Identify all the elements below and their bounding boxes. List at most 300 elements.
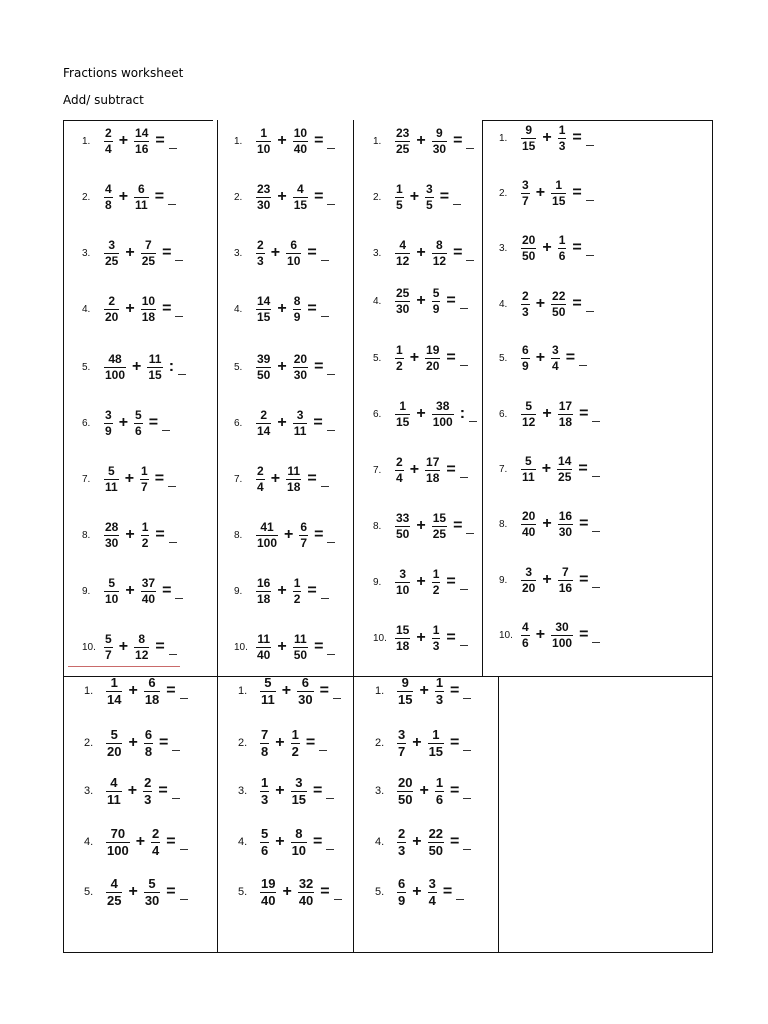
denominator: 12 xyxy=(135,647,149,662)
denominator: 40 xyxy=(298,892,314,908)
equals-sign: = xyxy=(154,188,165,205)
numerator: 9 xyxy=(525,122,533,137)
equals-sign: = xyxy=(442,883,453,900)
fraction-problem xyxy=(375,727,471,759)
answer-blank[interactable] xyxy=(162,430,170,431)
answer-blank[interactable] xyxy=(175,316,183,317)
answer-blank[interactable] xyxy=(460,477,468,478)
numerator: 8 xyxy=(293,293,301,308)
answer-blank[interactable] xyxy=(180,849,188,850)
numerator: 1 xyxy=(399,398,407,413)
answer-blank[interactable] xyxy=(180,698,188,699)
answer-blank[interactable] xyxy=(327,374,335,375)
problem-number: 8. xyxy=(373,520,382,532)
numerator: 2 xyxy=(144,774,152,790)
fraction xyxy=(141,295,156,324)
numerator: 11 xyxy=(287,463,301,478)
denominator: 18 xyxy=(558,414,573,429)
plus-sign: + xyxy=(412,833,422,850)
answer-blank[interactable] xyxy=(333,698,341,699)
answer-blank[interactable] xyxy=(469,421,477,422)
denominator: 6 xyxy=(135,423,142,438)
plus-sign: + xyxy=(124,470,135,487)
fraction xyxy=(551,621,573,650)
numerator: 1 xyxy=(141,519,149,534)
problem-number: 4. xyxy=(82,303,91,315)
denominator: 50 xyxy=(396,526,410,541)
numerator: 15 xyxy=(432,510,447,525)
fraction xyxy=(291,728,300,759)
numerator: 17 xyxy=(558,398,573,413)
plus-sign: + xyxy=(542,239,552,256)
fraction-problem xyxy=(82,125,177,157)
answer-blank[interactable] xyxy=(169,654,177,655)
denominator: 9 xyxy=(293,309,301,324)
numerator: 23 xyxy=(257,181,271,196)
numerator: 3 xyxy=(296,407,304,422)
answer-blank[interactable] xyxy=(463,698,471,699)
numerator: 20 xyxy=(293,351,308,366)
answer-blank[interactable] xyxy=(327,654,335,655)
denominator: 3 xyxy=(435,691,444,707)
answer-blank[interactable] xyxy=(453,204,461,205)
denominator: 40 xyxy=(141,591,156,606)
numerator: 8 xyxy=(436,237,443,252)
denominator: 9 xyxy=(398,892,406,908)
problem-number: 9. xyxy=(234,585,243,597)
fraction xyxy=(299,521,308,550)
numerator: 20 xyxy=(522,508,536,523)
fraction xyxy=(521,621,530,650)
fraction-problem xyxy=(84,876,188,908)
problem-number: 7. xyxy=(82,473,91,485)
answer-blank[interactable] xyxy=(586,255,594,256)
answer-blank[interactable] xyxy=(466,148,474,149)
plus-sign: + xyxy=(416,573,426,590)
fraction xyxy=(140,465,149,494)
fraction xyxy=(551,179,566,208)
fraction-problem xyxy=(234,407,335,439)
answer-blank[interactable] xyxy=(327,430,335,431)
denominator: 8 xyxy=(261,743,269,759)
fraction-problem xyxy=(499,508,600,540)
numerator: 37 xyxy=(141,575,156,590)
answer-blank[interactable] xyxy=(168,486,176,487)
fraction-problem xyxy=(82,351,186,383)
denominator: 15 xyxy=(148,367,162,382)
plus-sign: + xyxy=(416,244,426,261)
numerator: 9 xyxy=(436,125,443,140)
answer-blank[interactable] xyxy=(321,598,329,599)
answer-blank[interactable] xyxy=(592,587,600,588)
answer-blank[interactable] xyxy=(321,316,329,317)
fraction xyxy=(104,295,119,324)
equals-sign: = xyxy=(565,349,576,366)
equals-sign: = xyxy=(148,414,159,431)
fraction xyxy=(521,400,536,429)
denominator: 18 xyxy=(141,309,156,324)
fraction xyxy=(260,676,276,707)
plus-sign: + xyxy=(125,300,135,317)
answer-blank[interactable] xyxy=(326,798,334,799)
numerator: 1 xyxy=(435,774,444,790)
fraction xyxy=(432,400,454,429)
equals-sign: = xyxy=(313,414,323,431)
numerator: 5 xyxy=(432,285,440,300)
fraction-problem xyxy=(82,575,183,607)
fraction-problem xyxy=(238,876,342,908)
grid-col-divider-4 xyxy=(498,676,499,953)
numerator: 1 xyxy=(432,622,440,637)
numerator: 6 xyxy=(138,181,145,196)
fraction xyxy=(134,633,149,662)
denominator: 9 xyxy=(105,423,112,438)
fraction xyxy=(256,521,278,550)
denominator: 10 xyxy=(105,591,119,606)
numerator: 1 xyxy=(558,232,566,247)
fraction xyxy=(432,512,447,541)
denominator: 7 xyxy=(105,647,112,662)
problem-number: 1. xyxy=(234,135,243,147)
answer-blank[interactable] xyxy=(327,204,335,205)
grid-top-border-1 xyxy=(63,120,213,121)
numerator: 41 xyxy=(260,519,274,534)
equals-sign: = xyxy=(446,629,456,646)
equals-sign: = xyxy=(162,300,172,317)
fraction xyxy=(395,568,410,597)
fraction xyxy=(256,353,271,382)
answer-blank[interactable] xyxy=(463,798,471,799)
fraction xyxy=(144,728,153,759)
equals-sign: = xyxy=(307,470,317,487)
fraction xyxy=(557,455,572,484)
numerator: 1 xyxy=(396,181,403,196)
plus-sign: + xyxy=(275,734,285,751)
fraction-problem xyxy=(373,125,474,157)
equals-sign: : xyxy=(459,405,466,422)
fraction-problem xyxy=(82,519,177,551)
answer-blank[interactable] xyxy=(327,542,335,543)
denominator: 40 xyxy=(293,141,308,156)
answer-blank[interactable] xyxy=(592,642,600,643)
fraction xyxy=(106,676,122,707)
denominator: 25 xyxy=(105,253,119,268)
problem-number: 10. xyxy=(234,641,248,653)
plus-sign: + xyxy=(125,244,135,261)
plus-sign: + xyxy=(277,358,287,375)
numerator: 70 xyxy=(110,825,126,841)
problem-number: 10. xyxy=(82,641,96,653)
plus-sign: + xyxy=(118,638,129,655)
denominator: 6 xyxy=(558,248,566,263)
fraction-problem xyxy=(238,826,334,858)
answer-blank[interactable] xyxy=(175,598,183,599)
answer-blank[interactable] xyxy=(592,421,600,422)
fraction xyxy=(293,353,308,382)
fraction xyxy=(147,353,162,382)
fraction xyxy=(291,776,307,807)
fraction-problem xyxy=(375,675,471,707)
problem-number: 5. xyxy=(84,886,94,898)
fraction xyxy=(144,676,160,707)
fraction xyxy=(144,877,160,908)
problem-number: 5. xyxy=(234,361,243,373)
fraction-problem xyxy=(234,237,329,269)
plus-sign: + xyxy=(419,782,429,799)
fraction-problem xyxy=(234,293,329,325)
fraction-problem xyxy=(238,775,334,807)
fraction-problem xyxy=(82,181,176,213)
fraction xyxy=(395,183,404,212)
denominator: 100 xyxy=(432,414,453,429)
numerator: 1 xyxy=(396,342,403,357)
plus-sign: + xyxy=(277,300,287,317)
numerator: 38 xyxy=(436,398,450,413)
fraction-problem xyxy=(84,775,180,807)
equals-sign: = xyxy=(313,782,323,799)
fraction xyxy=(134,183,149,212)
answer-blank[interactable] xyxy=(460,308,468,309)
equals-sign: = xyxy=(572,129,582,146)
answer-blank[interactable] xyxy=(586,145,594,146)
problem-number: 4. xyxy=(375,836,385,848)
equals-sign: = xyxy=(166,883,176,900)
equals-sign: = xyxy=(320,883,330,900)
denominator: 40 xyxy=(261,892,276,908)
denominator: 18 xyxy=(426,470,440,485)
denominator: 50 xyxy=(293,647,308,662)
denominator: 2 xyxy=(432,582,440,597)
answer-blank[interactable] xyxy=(586,311,594,312)
equals-sign: = xyxy=(450,734,460,751)
fraction xyxy=(558,124,567,153)
denominator: 3 xyxy=(432,638,440,653)
equals-sign: = xyxy=(314,132,324,149)
numerator: 4 xyxy=(399,237,407,252)
numerator: 4 xyxy=(522,619,529,634)
denominator: 6 xyxy=(435,791,444,807)
denominator: 8 xyxy=(105,197,112,212)
numerator: 14 xyxy=(135,125,149,140)
numerator: 1 xyxy=(435,674,444,690)
plus-sign: + xyxy=(282,883,292,900)
equals-sign: = xyxy=(159,734,169,751)
plus-sign: + xyxy=(118,188,129,205)
equals-sign: = xyxy=(450,682,460,699)
numerator: 5 xyxy=(135,407,142,422)
answer-blank[interactable] xyxy=(169,542,177,543)
answer-blank[interactable] xyxy=(169,148,177,149)
numerator: 16 xyxy=(558,508,573,523)
problem-number: 3. xyxy=(238,785,248,797)
problem-number: 2. xyxy=(238,737,248,749)
numerator: 39 xyxy=(257,351,271,366)
fraction xyxy=(104,239,119,268)
problem-number: 1. xyxy=(499,132,508,144)
fraction-problem xyxy=(82,631,177,663)
fraction-problem xyxy=(499,453,600,485)
numerator: 14 xyxy=(558,453,572,468)
fraction xyxy=(260,728,269,759)
fraction xyxy=(397,728,406,759)
fraction xyxy=(521,566,536,595)
fraction xyxy=(260,776,269,807)
fraction xyxy=(104,577,119,606)
denominator: 15 xyxy=(291,791,307,807)
answer-blank[interactable] xyxy=(326,849,334,850)
plus-sign: + xyxy=(419,682,429,699)
fraction xyxy=(397,776,413,807)
answer-blank[interactable] xyxy=(592,476,600,477)
answer-blank[interactable] xyxy=(319,750,327,751)
denominator: 16 xyxy=(558,580,573,595)
numerator: 1 xyxy=(293,575,301,590)
numerator: 4 xyxy=(297,181,304,196)
answer-blank[interactable] xyxy=(168,204,176,205)
plus-sign: + xyxy=(277,638,287,655)
problem-number: 8. xyxy=(82,529,91,541)
answer-blank[interactable] xyxy=(180,899,188,900)
fraction xyxy=(521,179,530,208)
denominator: 30 xyxy=(432,141,447,156)
answer-blank[interactable] xyxy=(460,365,468,366)
answer-blank[interactable] xyxy=(456,899,464,900)
answer-blank[interactable] xyxy=(586,200,594,201)
fraction-problem xyxy=(84,826,188,858)
problem-number: 4. xyxy=(373,295,382,307)
numerator: 6 xyxy=(148,674,156,690)
plus-sign: + xyxy=(541,460,552,477)
numerator: 6 xyxy=(144,726,153,742)
denominator: 20 xyxy=(426,358,440,373)
plus-sign: + xyxy=(416,132,426,149)
problem-number: 6. xyxy=(82,417,91,429)
problem-number: 9. xyxy=(82,585,91,597)
answer-blank[interactable] xyxy=(321,260,329,261)
plus-sign: + xyxy=(128,682,138,699)
denominator: 10 xyxy=(291,842,307,858)
denominator: 4 xyxy=(396,470,403,485)
problem-number: 2. xyxy=(234,191,243,203)
plus-sign: + xyxy=(135,833,146,850)
denominator: 11 xyxy=(261,691,275,707)
numerator: 8 xyxy=(295,825,303,841)
denominator: 4 xyxy=(105,141,112,156)
numerator: 5 xyxy=(261,825,269,841)
numerator: 15 xyxy=(396,622,410,637)
fraction-problem xyxy=(84,675,188,707)
numerator: 2 xyxy=(398,825,406,841)
fraction-problem xyxy=(238,727,327,759)
numerator: 4 xyxy=(110,774,118,790)
plus-sign: + xyxy=(281,682,292,699)
answer-blank[interactable] xyxy=(592,531,600,532)
fraction xyxy=(134,409,143,438)
fraction xyxy=(428,827,444,858)
numerator: 1 xyxy=(555,177,563,192)
answer-blank[interactable] xyxy=(466,260,474,261)
denominator: 7 xyxy=(300,535,308,550)
numerator: 7 xyxy=(562,564,569,579)
fraction xyxy=(432,127,447,156)
answer-blank[interactable] xyxy=(172,750,180,751)
fraction xyxy=(297,676,313,707)
answer-blank[interactable] xyxy=(460,645,468,646)
denominator: 14 xyxy=(107,691,122,707)
answer-blank[interactable] xyxy=(327,148,335,149)
answer-blank[interactable] xyxy=(321,486,329,487)
answer-blank[interactable] xyxy=(463,750,471,751)
equals-sign: = xyxy=(572,239,582,256)
answer-blank[interactable] xyxy=(334,899,342,900)
numerator: 3 xyxy=(525,564,533,579)
fraction xyxy=(395,400,410,429)
equals-sign: = xyxy=(579,571,589,588)
numerator: 2 xyxy=(108,293,116,308)
answer-blank[interactable] xyxy=(463,849,471,850)
answer-blank[interactable] xyxy=(466,533,474,534)
plus-sign: + xyxy=(118,132,129,149)
plus-sign: + xyxy=(118,414,129,431)
denominator: 15 xyxy=(552,193,566,208)
plus-sign: + xyxy=(542,515,552,532)
fraction-problem xyxy=(234,463,329,495)
fraction xyxy=(291,827,307,858)
numerator: 22 xyxy=(428,825,444,841)
answer-blank[interactable] xyxy=(460,589,468,590)
problem-number: 7. xyxy=(234,473,243,485)
answer-blank[interactable] xyxy=(172,798,180,799)
numerator: 8 xyxy=(138,631,146,646)
fraction xyxy=(293,127,308,156)
denominator: 50 xyxy=(522,248,536,263)
fraction xyxy=(521,290,530,319)
numerator: 1 xyxy=(558,122,566,137)
denominator: 3 xyxy=(144,791,152,807)
answer-blank[interactable] xyxy=(579,365,587,366)
numerator: 7 xyxy=(145,237,152,252)
answer-blank[interactable] xyxy=(175,260,183,261)
fraction xyxy=(395,344,404,373)
fraction xyxy=(141,239,156,268)
answer-blank[interactable] xyxy=(178,374,186,375)
fraction xyxy=(256,577,271,606)
grid-left-border xyxy=(63,120,64,953)
denominator: 9 xyxy=(432,301,440,316)
numerator: 22 xyxy=(552,288,566,303)
problem-number: 3. xyxy=(234,247,243,259)
numerator: 5 xyxy=(264,674,272,690)
fraction-problem xyxy=(499,122,594,154)
denominator: 50 xyxy=(428,842,444,858)
plus-sign: + xyxy=(416,629,426,646)
fraction-problem xyxy=(373,454,468,486)
equals-sign: = xyxy=(307,244,317,261)
fraction xyxy=(397,877,406,908)
numerator: 1 xyxy=(291,726,299,742)
plus-sign: + xyxy=(412,883,422,900)
problem-number: 7. xyxy=(499,463,508,475)
denominator: 100 xyxy=(257,535,278,550)
denominator: 5 xyxy=(396,197,403,212)
problem-number: 7. xyxy=(373,464,382,476)
plus-sign: + xyxy=(275,782,285,799)
problem-number: 3. xyxy=(84,785,94,797)
fraction xyxy=(293,633,308,662)
numerator: 7 xyxy=(261,726,269,742)
fraction xyxy=(551,290,566,319)
fraction xyxy=(260,877,276,908)
